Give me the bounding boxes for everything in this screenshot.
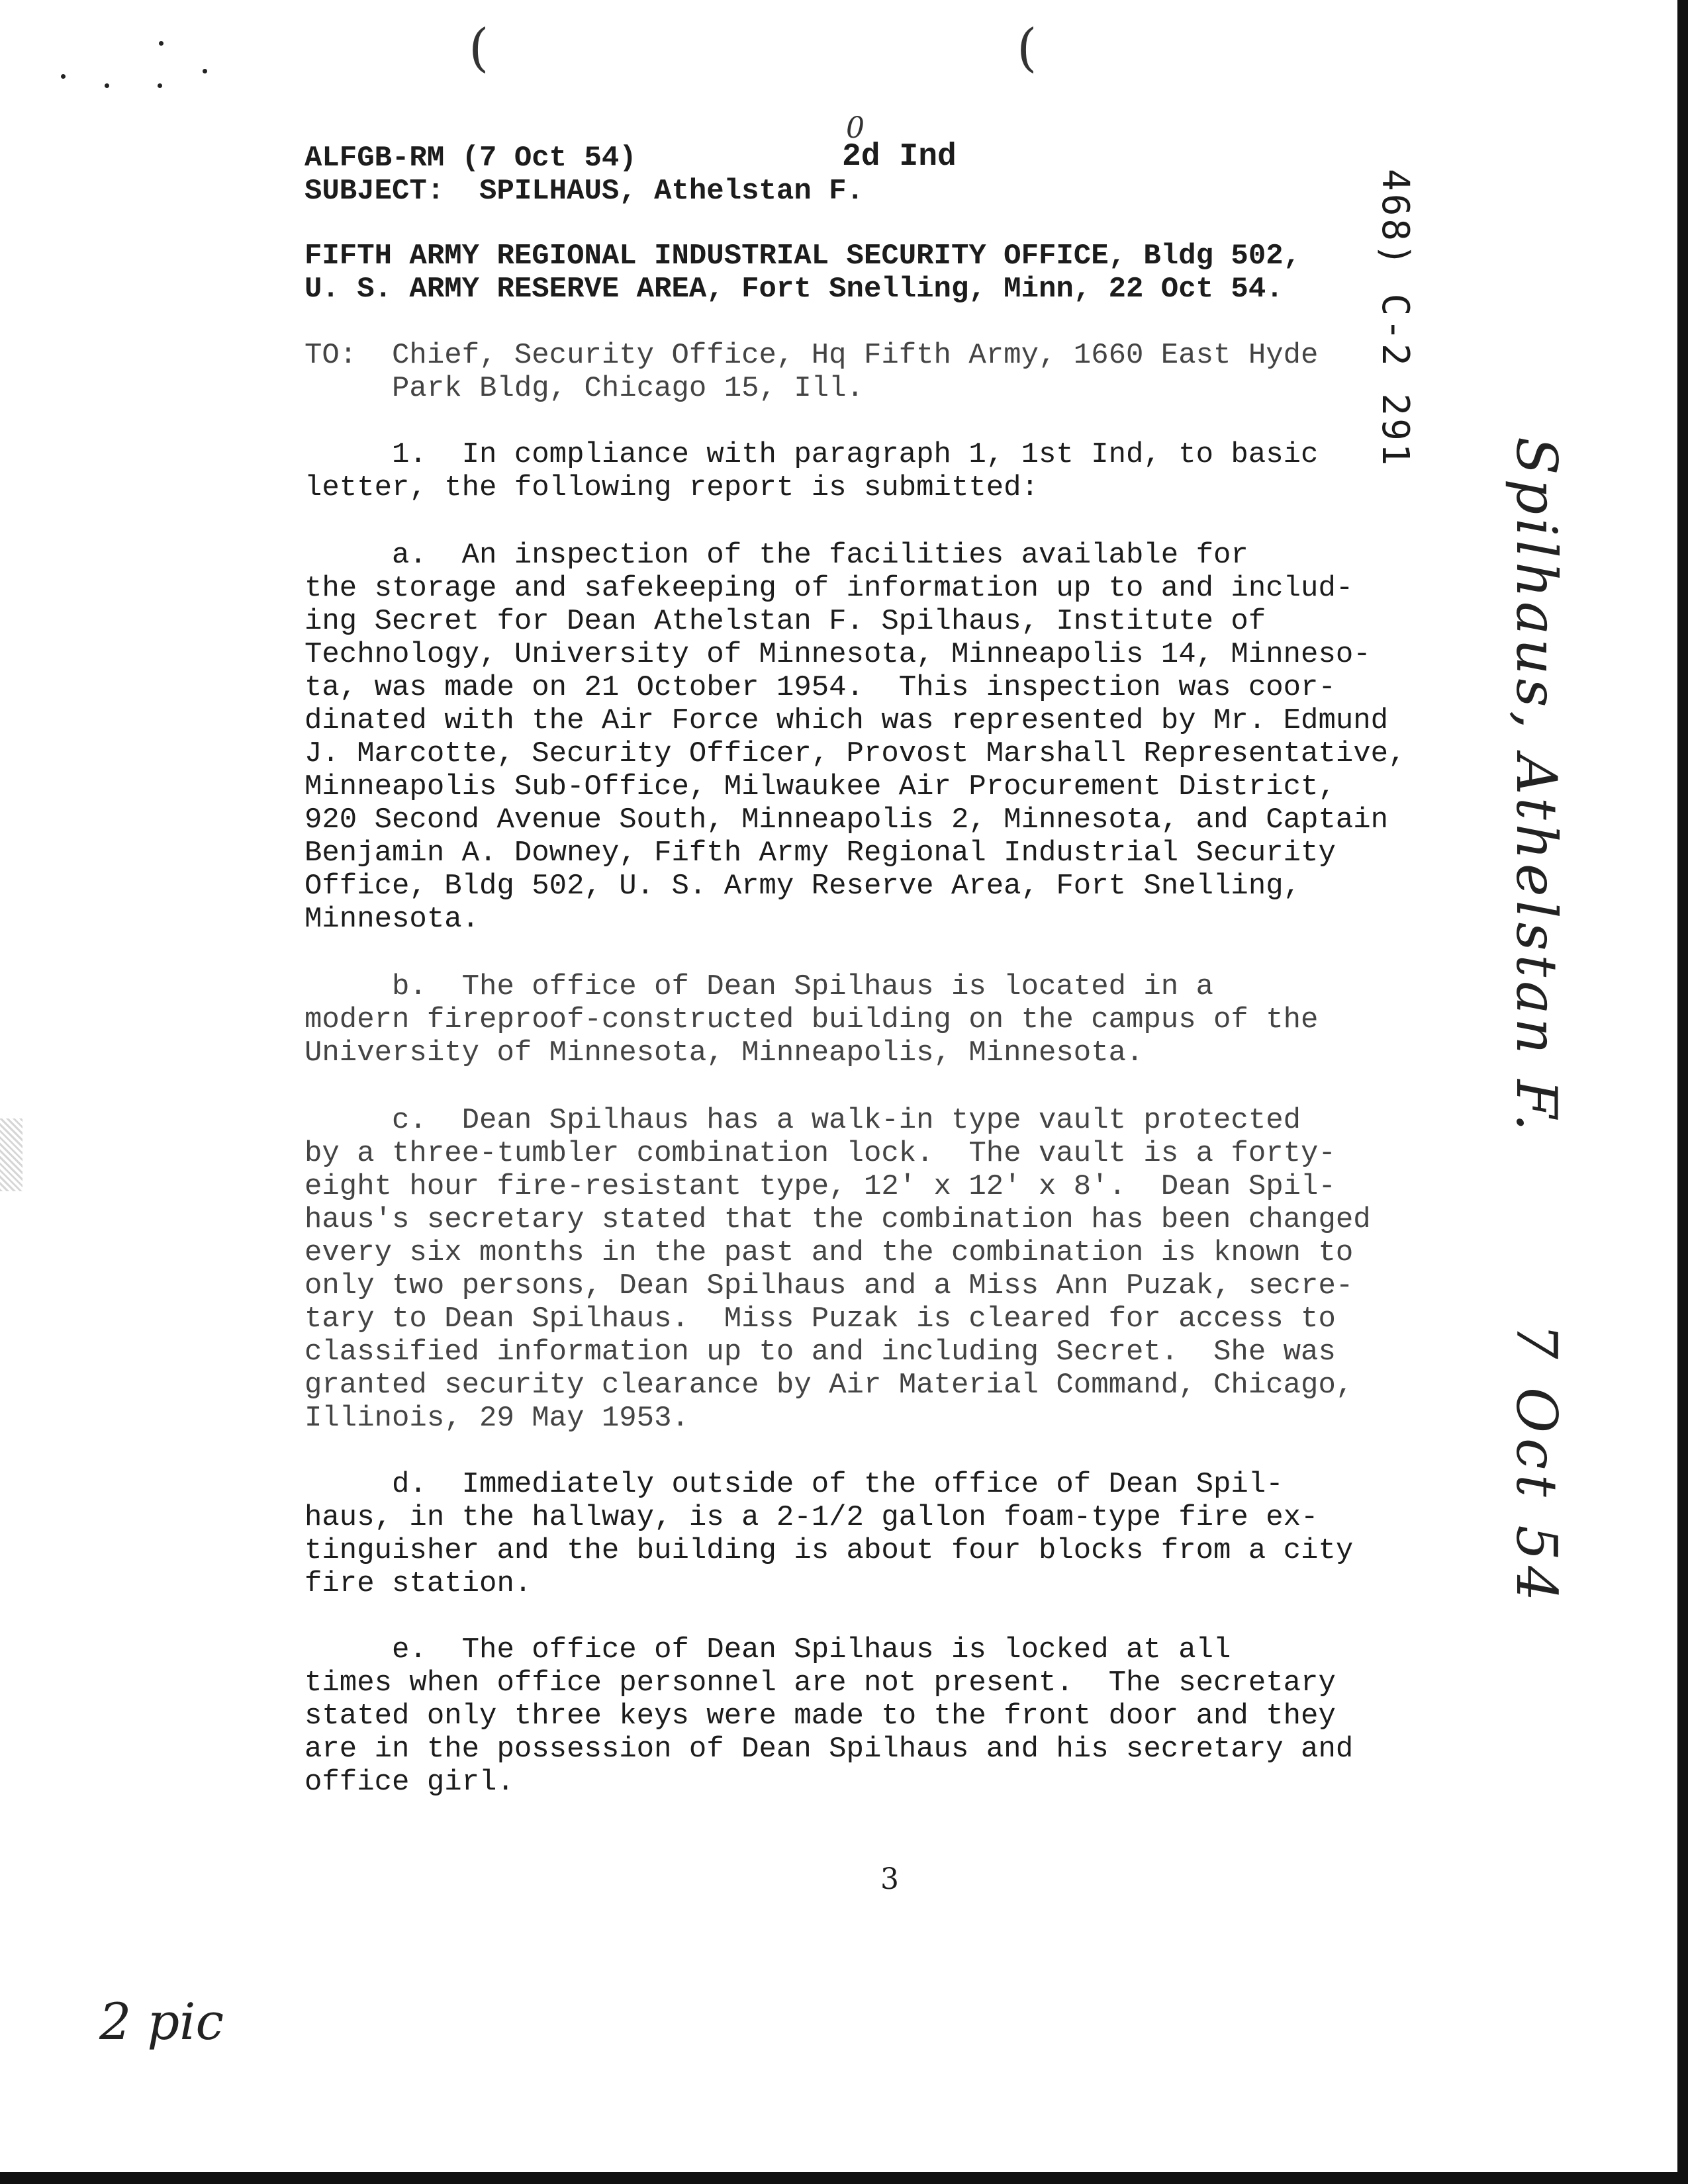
paragraph-a-line: Minnesota.	[305, 903, 480, 936]
paragraph-a-line: 920 Second Avenue South, Minneapolis 2, Minnesota, and Captain	[305, 803, 1389, 837]
to-line-1: TO: Chief, Security Office, Hq Fifth Army, 1660 East Hyde	[305, 339, 1319, 372]
paragraph-a-line: ing Secret for Dean Athelstan F. Spilhaus, Institute of	[305, 605, 1266, 638]
subject-line: SUBJECT: SPILHAUS, Athelstan F.	[305, 175, 864, 208]
paragraph-a-line: Technology, University of Minnesota, Minneapolis 14, Minneso-	[305, 638, 1371, 671]
scan-speck	[61, 74, 66, 79]
paragraph-c-line: c. Dean Spilhaus has a walk-in type vault protected	[305, 1104, 1301, 1137]
paragraph-c-line: by a three-tumbler combination lock. The vault is a forty-	[305, 1137, 1336, 1170]
paragraph-b-line: b. The office of Dean Spilhaus is located in a	[305, 970, 1214, 1003]
handwritten-date-annotation: 7 Oct 54	[1504, 1324, 1569, 1607]
to-line-2: Park Bldg, Chicago 15, Ill.	[305, 372, 864, 405]
indorsement-number: 2d Ind	[842, 139, 957, 175]
page-number: 3	[880, 1862, 899, 1896]
paragraph-a-line: dinated with the Air Force which was represented by Mr. Edmund	[305, 704, 1389, 737]
paragraph-c-line: classified information up to and including Secret. She was	[305, 1336, 1336, 1369]
punch-hole-mark: (	[469, 19, 489, 78]
paragraph-e-line: office girl.	[305, 1766, 514, 1799]
paragraph-a-line: the storage and safekeeping of information up to and includ-	[305, 572, 1354, 605]
scan-speck	[105, 83, 109, 88]
paragraph-c-line: only two persons, Dean Spilhaus and a Miss Ann Puzak, secre-	[305, 1269, 1354, 1302]
paragraph-b-line: University of Minnesota, Minneapolis, Minnesota.	[305, 1036, 1144, 1069]
paragraph-c-line: every six months in the past and the combination is known to	[305, 1236, 1354, 1269]
margin-file-stamp: 468) C-2 291	[1374, 169, 1417, 469]
paragraph-1-line-2: letter, the following report is submitted:	[305, 471, 1039, 504]
paragraph-c-line: eight hour fire-resistant type, 12' x 12' x 8'. Dean Spil-	[305, 1170, 1336, 1203]
paragraph-1-line-1: 1. In compliance with paragraph 1, 1st Ind, to basic	[305, 438, 1319, 471]
scan-speck	[159, 41, 164, 46]
scan-speck	[158, 83, 162, 88]
scan-edge-right	[1677, 0, 1688, 2184]
office-line-2: U. S. ARMY RESERVE AREA, Fort Snelling, Minn, 22 Oct 54.	[305, 273, 1284, 306]
paragraph-d-line: tinguisher and the building is about four blocks from a city	[305, 1534, 1354, 1567]
scan-noise	[0, 1118, 23, 1191]
paragraph-a-line: Benjamin A. Downey, Fifth Army Regional Industrial Security	[305, 837, 1336, 870]
paragraph-c-line: granted security clearance by Air Material Command, Chicago,	[305, 1369, 1354, 1402]
paragraph-c-line: tary to Dean Spilhaus. Miss Puzak is cleared for access to	[305, 1302, 1336, 1336]
paragraph-a-line: ta, was made on 21 October 1954. This inspection was coor-	[305, 671, 1336, 704]
paragraph-c-line: haus's secretary stated that the combination has been changed	[305, 1203, 1371, 1236]
paragraph-c-line: Illinois, 29 May 1953.	[305, 1402, 689, 1435]
paragraph-d-line: d. Immediately outside of the office of Dean Spil-	[305, 1468, 1284, 1501]
paragraph-d-line: haus, in the hallway, is a 2-1/2 gallon foam-type fire ex-	[305, 1501, 1319, 1534]
paragraph-b-line: modern fireproof-constructed building on the campus of the	[305, 1003, 1319, 1036]
paragraph-a-line: a. An inspection of the facilities available for	[305, 539, 1248, 572]
paragraph-a-line: Minneapolis Sub-Office, Milwaukee Air Procurement District,	[305, 770, 1336, 803]
punch-hole-mark: (	[1017, 19, 1037, 78]
handwritten-name-annotation: Spilhaus, Athelstan F.	[1504, 437, 1569, 1136]
scan-edge-bottom	[0, 2172, 1688, 2184]
paragraph-d-line: fire station.	[305, 1567, 532, 1600]
scan-speck	[203, 69, 207, 73]
paragraph-a-line: Office, Bldg 502, U. S. Army Reserve Area, Fort Snelling,	[305, 870, 1301, 903]
reference-line: ALFGB-RM (7 Oct 54)	[305, 142, 637, 175]
handwritten-bottom-note: 2 pic	[99, 1992, 224, 2051]
paragraph-e-line: times when office personnel are not present. The secretary	[305, 1666, 1336, 1700]
paragraph-e-line: e. The office of Dean Spilhaus is locked at all	[305, 1633, 1231, 1666]
indorsement-mark: 0	[846, 111, 865, 145]
paragraph-e-line: are in the possession of Dean Spilhaus and his secretary and	[305, 1733, 1354, 1766]
paragraph-a-line: J. Marcotte, Security Officer, Provost Marshall Representative,	[305, 737, 1406, 770]
office-line-1: FIFTH ARMY REGIONAL INDUSTRIAL SECURITY OFFICE, Bldg 502,	[305, 240, 1301, 273]
paragraph-e-line: stated only three keys were made to the front door and they	[305, 1700, 1336, 1733]
